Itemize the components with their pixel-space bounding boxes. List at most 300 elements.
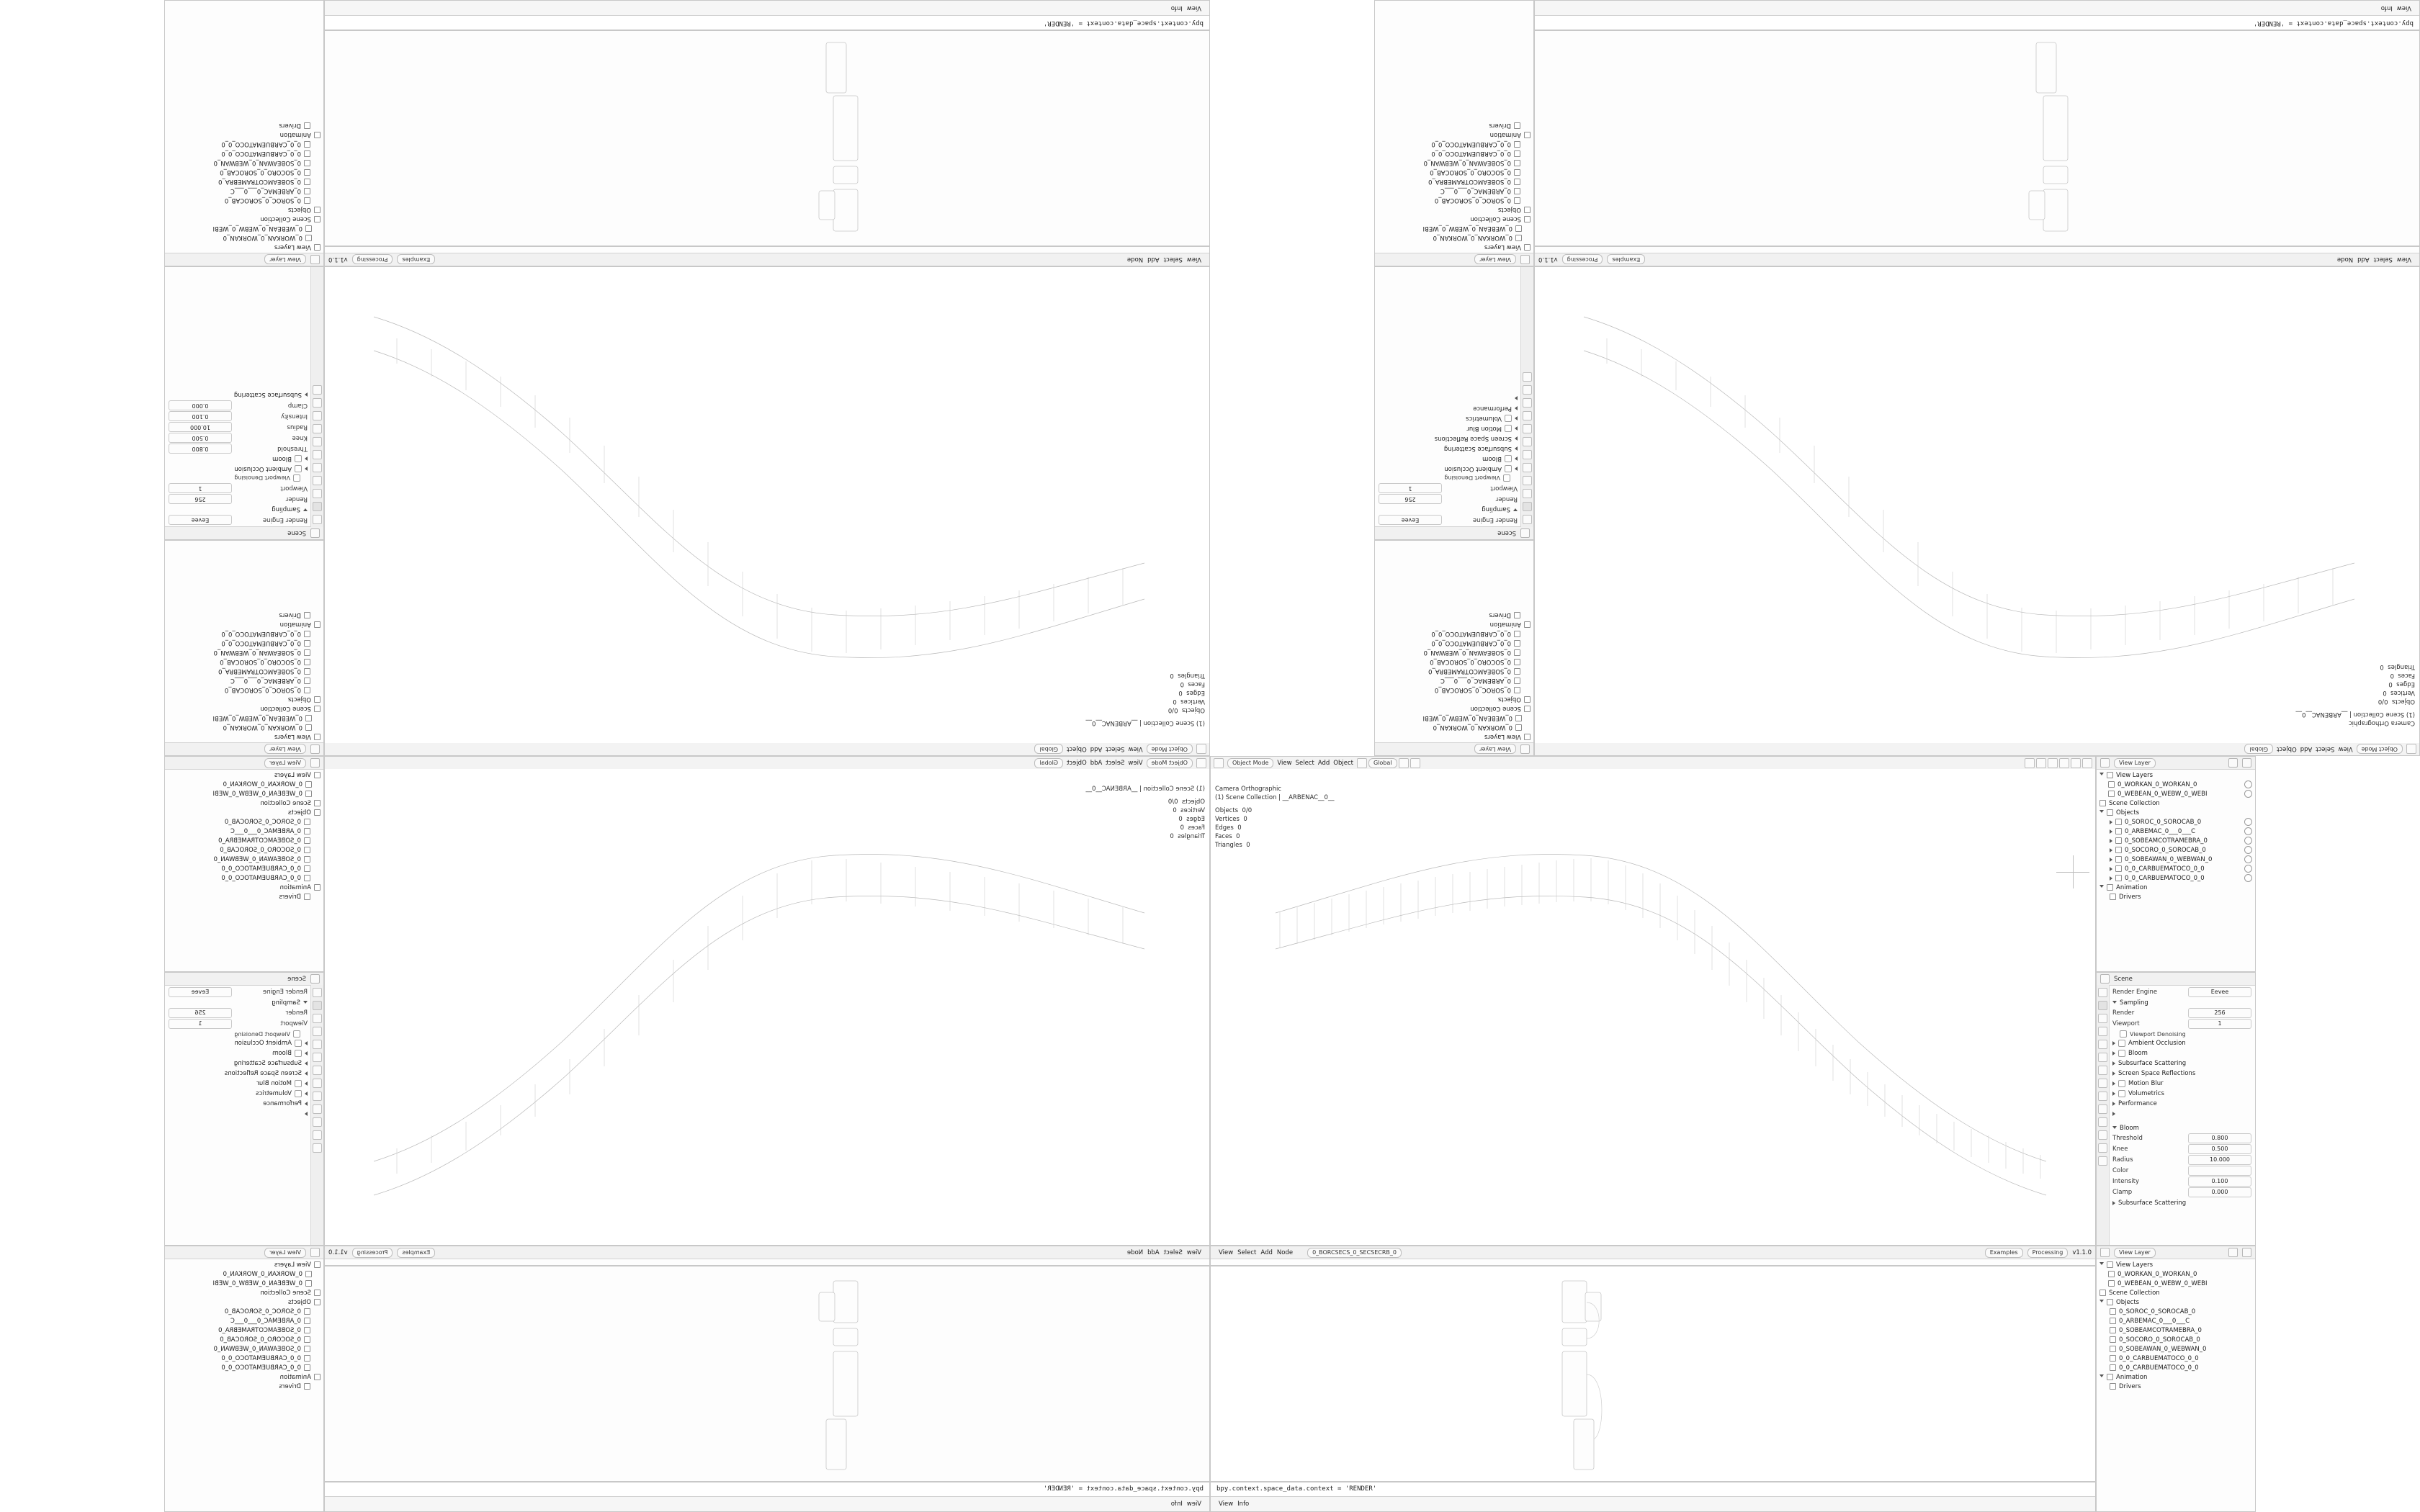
- info-menu-view[interactable]: View: [1186, 1500, 1201, 1508]
- sampling-render-input[interactable]: 256: [1379, 495, 1442, 505]
- object-mode-selector[interactable]: Object Mode: [2357, 744, 2403, 755]
- list-item[interactable]: 0_0_CARBUEMATOCO_0_0: [1378, 629, 1531, 639]
- list-item[interactable]: Scene Collection: [2099, 798, 2252, 808]
- view-layer-icon[interactable]: [2098, 1027, 2107, 1036]
- object-icon[interactable]: [2098, 1066, 2107, 1075]
- section-ambient-occlusion[interactable]: Ambient Occlusion: [169, 1038, 308, 1048]
- tool-icon[interactable]: [313, 515, 322, 524]
- object-mode-selector[interactable]: Object Mode: [1147, 758, 1193, 768]
- output-icon[interactable]: [2098, 1014, 2107, 1023]
- list-item[interactable]: 0_SOBEAMCOTRAMEBRA_0: [168, 177, 321, 186]
- tool-icon[interactable]: [1523, 515, 1532, 524]
- bloom-checkbox[interactable]: [295, 1050, 302, 1057]
- editor-type-icon[interactable]: [310, 528, 320, 538]
- section-volumetrics[interactable]: Performance: [169, 1099, 308, 1109]
- editor-type-icon[interactable]: [1196, 758, 1206, 768]
- list-item[interactable]: 0_WORKAN_0_WORKAN_0: [168, 233, 321, 243]
- overlays-icon[interactable]: [2071, 758, 2081, 768]
- scene-icon[interactable]: [1523, 463, 1532, 472]
- editor-type-icon[interactable]: [1196, 744, 1206, 755]
- view-layer-icon[interactable]: [1523, 476, 1532, 485]
- editor-type-icon[interactable]: [1214, 758, 1224, 768]
- sampling-render-row[interactable]: [1379, 495, 1518, 504]
- editor-type-icon[interactable]: [2100, 1248, 2110, 1257]
- sampling-viewport-row[interactable]: [1379, 484, 1518, 493]
- list-item[interactable]: 0_SOBEAMCOTRAMEBRA_0: [2099, 1326, 2252, 1335]
- list-item[interactable]: Scene Collection: [168, 704, 321, 714]
- bloom-clamp-input[interactable]: 0.000: [2188, 1187, 2251, 1197]
- render-icon[interactable]: [1523, 502, 1532, 511]
- render-icon[interactable]: [2098, 1001, 2107, 1010]
- bloom-radius-row[interactable]: [169, 423, 308, 432]
- viewport-menu-select[interactable]: Select: [1295, 759, 1314, 767]
- motion-blur-checkbox[interactable]: [2118, 1090, 2125, 1097]
- bloom-radius-row[interactable]: [2112, 1155, 2251, 1164]
- scene-icon[interactable]: [313, 463, 322, 472]
- visibility-icon[interactable]: [2244, 780, 2252, 788]
- list-item[interactable]: 0_0_CARBUEMATOCO_0_0: [168, 873, 321, 883]
- list-item[interactable]: 0_SOROC_0_SOROCAB_0: [168, 685, 321, 695]
- list-item[interactable]: Objects: [2099, 808, 2252, 817]
- list-item[interactable]: Drivers: [168, 121, 321, 130]
- viewport-canvas[interactable]: [325, 267, 1209, 743]
- search-icon[interactable]: [2242, 758, 2251, 768]
- render-engine-row[interactable]: [1379, 516, 1518, 525]
- object-icon[interactable]: [1523, 437, 1532, 446]
- sampling-render-row[interactable]: [2112, 1008, 2251, 1017]
- pivot-icon[interactable]: [1357, 758, 1367, 768]
- bloom-checkbox[interactable]: [1505, 455, 1512, 462]
- navigation-gizmo[interactable]: [2056, 855, 2089, 888]
- editor-type-icon[interactable]: [2100, 758, 2110, 768]
- viewport-menu-select[interactable]: Select: [1106, 745, 1125, 753]
- search-icon[interactable]: [2242, 1248, 2251, 1257]
- modifier-icon[interactable]: [313, 424, 322, 433]
- list-item[interactable]: 0_WORKAN_0_WORKAN_0: [1378, 723, 1531, 732]
- editor-type-icon[interactable]: [2100, 974, 2110, 984]
- editor-type-icon[interactable]: [310, 974, 320, 984]
- section-bloom-expanded[interactable]: Bloom: [2112, 1123, 2251, 1133]
- node-menu-select[interactable]: Select: [1163, 256, 1183, 264]
- particles-icon[interactable]: [1523, 411, 1532, 420]
- viewport-denoising-checkbox[interactable]: [2120, 1030, 2127, 1038]
- outliner-tree-bottom[interactable]: [2097, 1259, 2255, 1511]
- list-item[interactable]: 0_WEBEAN_0_WEBW_0_WEBI: [2099, 789, 2252, 798]
- bloom-knee-input[interactable]: 0.500: [169, 433, 232, 444]
- bloom-knee-input[interactable]: 0.500: [2188, 1144, 2251, 1154]
- processing-button[interactable]: Processing: [1562, 255, 1603, 265]
- node-menu-node[interactable]: Node: [1126, 256, 1144, 264]
- list-item[interactable]: 0_WEBEAN_0_WEBW_0_WEBI: [1378, 714, 1531, 723]
- bloom-threshold-row[interactable]: [169, 444, 308, 454]
- view-layer-icon[interactable]: [313, 476, 322, 485]
- list-item[interactable]: 0_0_CARBUEMATOCO_0_0: [168, 639, 321, 648]
- list-item[interactable]: Drivers: [1378, 121, 1531, 130]
- list-item[interactable]: 0_WEBEAN_0_WEBW_0_WEBI: [1378, 224, 1531, 233]
- list-item[interactable]: View Layers: [168, 243, 321, 252]
- viewport-denoising-row[interactable]: [1379, 474, 1518, 482]
- section-sampling[interactable]: Sampling: [2112, 998, 2251, 1008]
- list-item[interactable]: 0_SOBEAMCOTRAMEBRA_0: [168, 836, 321, 845]
- viewport-denoising-checkbox[interactable]: [1503, 474, 1510, 482]
- viewport-menu-select[interactable]: Select: [2316, 745, 2335, 753]
- section-sampling[interactable]: Sampling: [169, 998, 308, 1008]
- sampling-viewport-input[interactable]: 1: [169, 1019, 232, 1029]
- examples-button[interactable]: Examples: [1607, 255, 1645, 265]
- viewport-menu-add[interactable]: Add: [1090, 759, 1103, 767]
- section-performance[interactable]: [1379, 393, 1518, 403]
- viewport-denoising-row[interactable]: [169, 1030, 308, 1038]
- list-item[interactable]: Scene Collection: [2099, 1288, 2252, 1297]
- physics-icon[interactable]: [313, 1104, 322, 1114]
- node-menu-node[interactable]: Node: [1276, 1248, 1294, 1256]
- list-item[interactable]: Objects: [1378, 695, 1531, 704]
- world-icon[interactable]: [1523, 450, 1532, 459]
- viewport-denoising-checkbox[interactable]: [293, 474, 300, 482]
- examples-button[interactable]: Examples: [1985, 1248, 2023, 1258]
- list-item[interactable]: Drivers: [168, 611, 321, 620]
- list-item[interactable]: 0_SOBEAMCOTRAMEBRA_0: [1378, 667, 1531, 676]
- render-engine-select[interactable]: Eevee: [2188, 987, 2251, 997]
- list-item[interactable]: 0_WEBEAN_0_WEBW_0_WEBI: [168, 224, 321, 233]
- bloom-threshold-input[interactable]: 0.800: [169, 444, 232, 454]
- section-depth-of-field-2[interactable]: Subsurface Scattering: [2112, 1198, 2251, 1208]
- section-volumetrics[interactable]: Performance: [2112, 1099, 2251, 1109]
- data-icon[interactable]: [313, 1130, 322, 1140]
- list-item[interactable]: Animation: [1378, 620, 1531, 629]
- node-tree-selector[interactable]: 0_BORCSECS_0_SECSECRB_0: [1307, 1248, 1402, 1258]
- node-menu-select[interactable]: Select: [1237, 1248, 1257, 1256]
- section-motion-blur[interactable]: Volumetrics: [1379, 413, 1518, 423]
- sampling-viewport-row[interactable]: [169, 1019, 308, 1028]
- display-mode-selector[interactable]: View Layer: [264, 758, 306, 768]
- display-mode-selector[interactable]: View Layer: [264, 1248, 306, 1258]
- list-item[interactable]: 0_0_CARBUEMATOCO_0_0: [1378, 639, 1531, 648]
- visibility-icon[interactable]: [2244, 827, 2252, 835]
- bloom-clamp-row[interactable]: [169, 401, 308, 410]
- section-subsurface-scattering[interactable]: Screen Space Reflections: [169, 1068, 308, 1079]
- list-item[interactable]: View Layers: [2099, 770, 2252, 780]
- list-item[interactable]: 0_0_CARBUEMATOCO_0_0: [168, 140, 321, 149]
- data-icon[interactable]: [1523, 372, 1532, 382]
- viewport-menu-add[interactable]: Add: [2300, 745, 2313, 753]
- list-item[interactable]: Scene Collection: [168, 215, 321, 224]
- bloom-threshold-input[interactable]: 0.800: [2188, 1133, 2251, 1143]
- list-item[interactable]: 0_SOCORO_0_SOROCAB_0: [2099, 845, 2252, 855]
- physics-icon[interactable]: [313, 398, 322, 408]
- transform-orientation-selector[interactable]: Global: [1035, 758, 1064, 768]
- ambient-occlusion-checkbox[interactable]: [2118, 1040, 2125, 1047]
- display-mode-selector[interactable]: View Layer: [1474, 744, 1516, 755]
- node-menu-add[interactable]: Add: [2357, 256, 2370, 264]
- node-menu-add[interactable]: Add: [1147, 1248, 1160, 1256]
- section-depth-of-field[interactable]: Subsurface Scattering: [2112, 1058, 2251, 1068]
- list-item[interactable]: Scene Collection: [1378, 215, 1531, 224]
- properties-body[interactable]: [165, 985, 311, 1245]
- sampling-render-row[interactable]: [169, 1008, 308, 1017]
- material-icon[interactable]: [2098, 1143, 2107, 1153]
- render-engine-select[interactable]: Eevee: [169, 987, 232, 997]
- section-performance[interactable]: [169, 1109, 308, 1119]
- list-item[interactable]: 0_SOROC_0_SOROCAB_0: [168, 1307, 321, 1316]
- visibility-icon[interactable]: [2244, 855, 2252, 863]
- ssr-checkbox[interactable]: [295, 1080, 302, 1087]
- list-item[interactable]: 0_ARBEMAC_0___0___C: [168, 676, 321, 685]
- list-item[interactable]: Animation: [168, 1372, 321, 1382]
- editor-type-icon[interactable]: [2406, 744, 2416, 755]
- list-item[interactable]: 0_0_CARBUEMATOCO_0_0: [2099, 864, 2252, 873]
- list-item[interactable]: View Layers: [168, 732, 321, 742]
- list-item[interactable]: 0_WEBEAN_0_WEBW_0_WEBI: [168, 789, 321, 798]
- list-item[interactable]: 0_WEBEAN_0_WEBW_0_WEBI: [168, 1279, 321, 1288]
- list-item[interactable]: 0_SOBEAMCOTRAMEBRA_0: [168, 667, 321, 676]
- section-bloom[interactable]: Bloom: [169, 454, 308, 464]
- list-item[interactable]: 0_ARBEMAC_0___0___C: [1378, 676, 1531, 685]
- bloom-intensity-input[interactable]: 0.100: [169, 412, 232, 422]
- outliner-tree-bottom[interactable]: [1375, 1, 1533, 253]
- editor-type-icon[interactable]: [310, 744, 320, 754]
- info-menu-view[interactable]: View: [1219, 1500, 1234, 1508]
- constraints-icon[interactable]: [2098, 1117, 2107, 1127]
- list-item[interactable]: 0_0_CARBUEMATOCO_0_0: [168, 1363, 321, 1372]
- processing-button[interactable]: Processing: [352, 1248, 393, 1258]
- list-item[interactable]: 0_WORKAN_0_WORKAN_0: [2099, 1269, 2252, 1279]
- list-item[interactable]: 0_SOBEAWAN_0_WEBWAN_0: [2099, 855, 2252, 864]
- list-item[interactable]: 0_SOROC_0_SOROCAB_0: [1378, 685, 1531, 695]
- info-menu-info[interactable]: Info: [2380, 4, 2393, 12]
- proportional-editing-icon[interactable]: [1410, 758, 1420, 768]
- list-item[interactable]: 0_ARBEMAC_0___0___C: [1378, 186, 1531, 196]
- list-item[interactable]: 0_0_CARBUEMATOCO_0_0: [1378, 149, 1531, 158]
- processing-button[interactable]: Processing: [352, 255, 393, 265]
- editor-type-icon[interactable]: [1520, 744, 1530, 754]
- node-menu-node[interactable]: Node: [2336, 256, 2354, 264]
- modifier-icon[interactable]: [313, 1079, 322, 1088]
- list-item[interactable]: Objects: [168, 808, 321, 817]
- transform-orientation-selector[interactable]: Global: [1035, 744, 1064, 755]
- viewport-menu-view[interactable]: View: [1128, 745, 1143, 753]
- viewport-menu-object[interactable]: Object: [1067, 759, 1087, 767]
- list-item[interactable]: 0_ARBEMAC_0___0___C: [168, 827, 321, 836]
- bloom-color-swatch[interactable]: [2188, 1166, 2251, 1176]
- section-bloom[interactable]: Bloom: [1379, 454, 1518, 464]
- info-menu-info[interactable]: Info: [1170, 4, 1183, 12]
- node-menu-view[interactable]: View: [2396, 256, 2411, 264]
- list-item[interactable]: 0_SOBEAWAN_0_WEBWAN_0: [1378, 158, 1531, 168]
- list-item[interactable]: Objects: [168, 205, 321, 215]
- list-item[interactable]: View Layers: [168, 1260, 321, 1269]
- bloom-threshold-row[interactable]: [2112, 1133, 2251, 1143]
- section-bloom[interactable]: Bloom: [169, 1048, 308, 1058]
- ambient-occlusion-checkbox[interactable]: [1505, 465, 1512, 472]
- viewport-denoising-row[interactable]: [2112, 1030, 2251, 1038]
- list-item[interactable]: Drivers: [168, 1382, 321, 1391]
- list-item[interactable]: 0_WEBEAN_0_WEBW_0_WEBI: [2099, 1279, 2252, 1288]
- ambient-occlusion-checkbox[interactable]: [295, 465, 302, 472]
- list-item[interactable]: Animation: [2099, 883, 2252, 892]
- object-mode-selector[interactable]: Object Mode: [1147, 744, 1193, 755]
- sampling-viewport-input[interactable]: 1: [2188, 1019, 2251, 1029]
- outliner-tree[interactable]: [165, 769, 323, 971]
- render-engine-select[interactable]: Eevee: [169, 516, 232, 526]
- ssr-checkbox[interactable]: [1505, 425, 1512, 432]
- section-performance[interactable]: [2112, 1109, 2251, 1119]
- properties-body[interactable]: [165, 267, 311, 527]
- scene-icon[interactable]: [313, 1040, 322, 1049]
- xray-icon[interactable]: [2082, 758, 2092, 768]
- list-item[interactable]: View Layers: [168, 770, 321, 780]
- viewport-menu-view[interactable]: View: [1277, 759, 1292, 767]
- object-icon[interactable]: [313, 1066, 322, 1075]
- bloom-intensity-input[interactable]: 0.100: [2188, 1176, 2251, 1187]
- output-icon[interactable]: [313, 489, 322, 498]
- list-item[interactable]: View Layers: [1378, 732, 1531, 742]
- viewport-menu-object[interactable]: Object: [1067, 745, 1087, 753]
- sampling-viewport-input[interactable]: 1: [1379, 484, 1442, 494]
- list-item[interactable]: Scene Collection: [1378, 704, 1531, 714]
- transform-orientation-selector[interactable]: Global: [1368, 758, 1397, 768]
- display-mode-selector[interactable]: View Layer: [2114, 1248, 2156, 1258]
- viewport-menu-add[interactable]: Add: [1317, 759, 1330, 767]
- node-menu-select[interactable]: Select: [2373, 256, 2393, 264]
- list-item[interactable]: 0_SOROC_0_SOROCAB_0: [2099, 1307, 2252, 1316]
- editor-type-icon[interactable]: [310, 255, 320, 264]
- section-screen-space-reflections[interactable]: Motion Blur: [169, 1079, 308, 1089]
- properties-body[interactable]: [2109, 985, 2255, 1245]
- shading-solid-icon[interactable]: [2036, 758, 2046, 768]
- bloom-knee-row[interactable]: [2112, 1144, 2251, 1153]
- section-ambient-occlusion[interactable]: Ambient Occlusion: [2112, 1038, 2251, 1048]
- world-icon[interactable]: [313, 1053, 322, 1062]
- modifier-icon[interactable]: [2098, 1079, 2107, 1088]
- list-item[interactable]: 0_WORKAN_0_WORKAN_0: [168, 780, 321, 789]
- list-item[interactable]: 0_SOBEAWAN_0_WEBWAN_0: [168, 1344, 321, 1354]
- section-motion-blur[interactable]: Volumetrics: [169, 1089, 308, 1099]
- sampling-render-input[interactable]: 256: [2188, 1008, 2251, 1018]
- properties-tab-column[interactable]: [310, 985, 323, 1245]
- world-icon[interactable]: [2098, 1053, 2107, 1062]
- viewport-menu-view[interactable]: View: [1128, 759, 1143, 767]
- processing-button[interactable]: Processing: [2027, 1248, 2069, 1258]
- list-item[interactable]: 0_0_CARBUEMATOCO_0_0: [2099, 873, 2252, 883]
- list-item[interactable]: 0_SOCORO_0_SOROCAB_0: [168, 1335, 321, 1344]
- list-item[interactable]: 0_0_CARBUEMATOCO_0_0: [2099, 1363, 2252, 1372]
- list-item[interactable]: 0_0_CARBUEMATOCO_0_0: [168, 864, 321, 873]
- shading-material-icon[interactable]: [2048, 758, 2058, 768]
- constraints-icon[interactable]: [313, 1117, 322, 1127]
- shading-modes-group[interactable]: [2025, 758, 2092, 768]
- bloom-checkbox[interactable]: [2118, 1050, 2125, 1057]
- section-depth-of-field[interactable]: Subsurface Scattering: [1379, 444, 1518, 454]
- display-mode-selector[interactable]: View Layer: [264, 255, 306, 265]
- sampling-render-row[interactable]: [169, 495, 308, 504]
- list-item[interactable]: 0_0_CARBUEMATOCO_0_0: [168, 149, 321, 158]
- properties-tab-column[interactable]: [310, 267, 323, 527]
- object-mode-selector[interactable]: Object Mode: [1227, 758, 1273, 768]
- list-item[interactable]: Drivers: [168, 892, 321, 901]
- section-subsurface-scattering[interactable]: Screen Space Reflections: [1379, 433, 1518, 444]
- list-item[interactable]: 0_0_CARBUEMATOCO_0_0: [1378, 140, 1531, 149]
- info-menu-view[interactable]: View: [2396, 4, 2411, 12]
- section-volumetrics[interactable]: Performance: [1379, 403, 1518, 413]
- bloom-checkbox[interactable]: [295, 455, 302, 462]
- node-canvas-pane[interactable]: [324, 1266, 1210, 1482]
- list-item[interactable]: Drivers: [2099, 1382, 2252, 1391]
- properties-tab-column[interactable]: [2097, 985, 2110, 1245]
- node-menu-view[interactable]: View: [1219, 1248, 1234, 1256]
- viewport-canvas[interactable]: [1535, 267, 2419, 743]
- list-item[interactable]: 0_SOCORO_0_SOROCAB_0: [1378, 657, 1531, 667]
- section-depth-of-field[interactable]: Subsurface Scattering: [169, 390, 308, 400]
- list-item[interactable]: 0_SOBEAMCOTRAMEBRA_0: [2099, 836, 2252, 845]
- info-menu-view[interactable]: View: [1186, 4, 1201, 12]
- list-item[interactable]: 0_SOBEAWAN_0_WEBWAN_0: [168, 855, 321, 864]
- object-icon[interactable]: [313, 437, 322, 446]
- list-item[interactable]: Animation: [168, 883, 321, 892]
- list-item[interactable]: 0_WORKAN_0_WORKAN_0: [168, 1269, 321, 1279]
- list-item[interactable]: 0_ARBEMAC_0___0___C: [168, 1316, 321, 1326]
- constraints-icon[interactable]: [1523, 385, 1532, 395]
- section-depth-of-field[interactable]: Subsurface Scattering: [169, 1058, 308, 1068]
- constraints-icon[interactable]: [313, 385, 322, 395]
- outliner-tree[interactable]: [2097, 769, 2255, 971]
- section-screen-space-reflections[interactable]: Motion Blur: [1379, 423, 1518, 433]
- list-item[interactable]: 0_SOBEAWAN_0_WEBWAN_0: [168, 648, 321, 657]
- snap-magnet-icon[interactable]: [1399, 758, 1409, 768]
- node-canvas-pane[interactable]: [324, 30, 1210, 246]
- list-item[interactable]: Drivers: [2099, 892, 2252, 901]
- node-menu-view[interactable]: View: [1186, 1248, 1201, 1256]
- viewport-menu-add[interactable]: Add: [1090, 745, 1103, 753]
- viewport-menu-select[interactable]: Select: [1106, 759, 1125, 767]
- list-item[interactable]: Objects: [168, 1297, 321, 1307]
- editor-type-icon[interactable]: [310, 1248, 320, 1257]
- list-item[interactable]: 0_0_CARBUEMATOCO_0_0: [168, 1354, 321, 1363]
- list-item[interactable]: 0_WORKAN_0_WORKAN_0: [1378, 233, 1531, 243]
- bloom-color-row[interactable]: [2112, 1166, 2251, 1175]
- list-item[interactable]: 0_SOBEAWAN_0_WEBWAN_0: [1378, 648, 1531, 657]
- bloom-radius-input[interactable]: 10.000: [169, 423, 232, 433]
- list-item[interactable]: 0_WORKAN_0_WORKAN_0: [168, 723, 321, 732]
- list-item[interactable]: View Layers: [2099, 1260, 2252, 1269]
- sampling-viewport-row[interactable]: [2112, 1019, 2251, 1028]
- output-icon[interactable]: [1523, 489, 1532, 498]
- world-icon[interactable]: [313, 450, 322, 459]
- sampling-render-input[interactable]: 256: [169, 495, 232, 505]
- editor-type-icon[interactable]: [1520, 528, 1530, 538]
- display-mode-selector[interactable]: View Layer: [1474, 255, 1516, 265]
- list-item[interactable]: 0_SOCORO_0_SOROCAB_0: [2099, 1335, 2252, 1344]
- list-item[interactable]: 0_SOCORO_0_SOROCAB_0: [168, 845, 321, 855]
- render-engine-row[interactable]: [2112, 987, 2251, 996]
- list-item[interactable]: Animation: [2099, 1372, 2252, 1382]
- display-mode-selector[interactable]: View Layer: [264, 744, 306, 755]
- bloom-intensity-row[interactable]: [169, 412, 308, 421]
- viewport-menu-object[interactable]: Object: [1333, 759, 1353, 767]
- tool-icon[interactable]: [2098, 988, 2107, 997]
- node-menu-select[interactable]: Select: [1163, 1248, 1183, 1256]
- outliner-tree-bottom[interactable]: [165, 1, 323, 253]
- visibility-icon[interactable]: [2244, 818, 2252, 826]
- shading-rendered-icon[interactable]: [2059, 758, 2069, 768]
- list-item[interactable]: 0_SOCORO_0_SOROCAB_0: [168, 657, 321, 667]
- physics-icon[interactable]: [2098, 1104, 2107, 1114]
- particles-icon[interactable]: [313, 411, 322, 420]
- bloom-clamp-input[interactable]: 0.000: [169, 401, 232, 411]
- transform-pivot-group[interactable]: [1357, 758, 1420, 768]
- motion-blur-checkbox[interactable]: [1505, 415, 1512, 422]
- bloom-radius-input[interactable]: 10.000: [2188, 1155, 2251, 1165]
